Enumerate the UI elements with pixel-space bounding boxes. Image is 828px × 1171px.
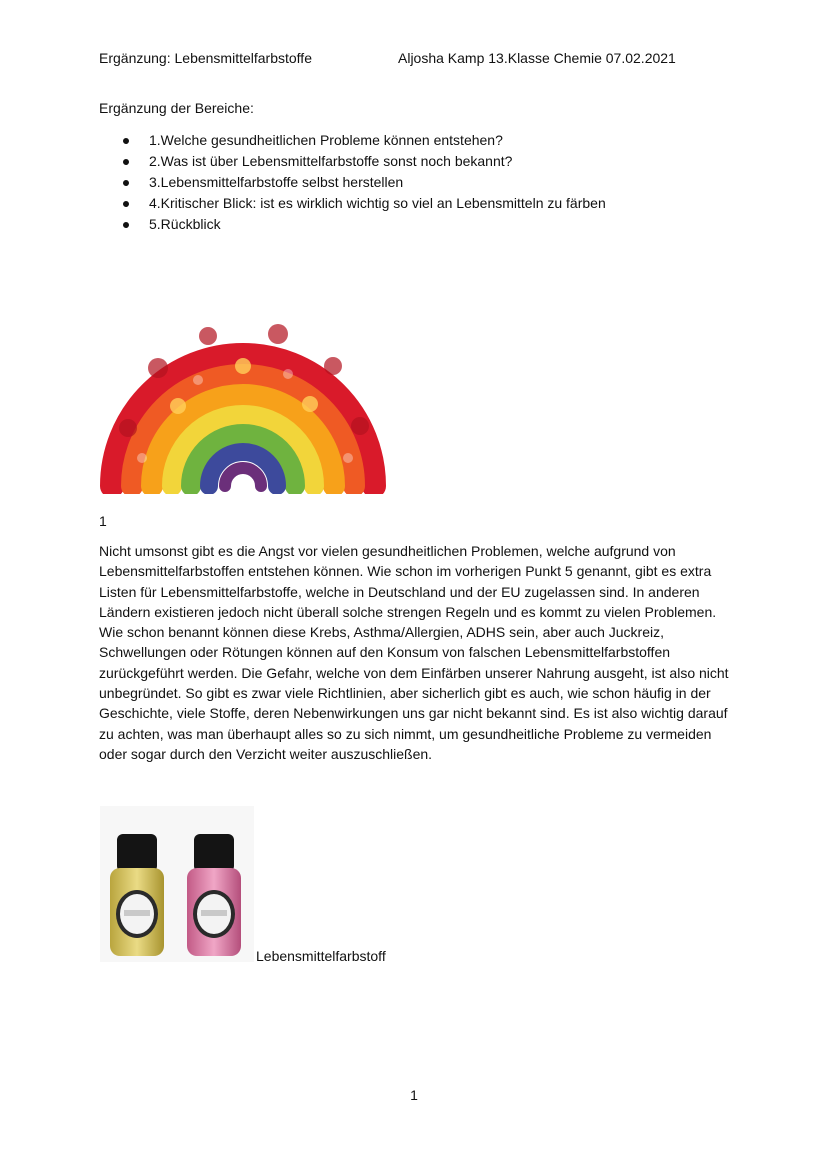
fruit-rainbow-image xyxy=(98,308,388,494)
list-item: 3.Lebensmittelfarbstoffe selbst herstellen xyxy=(99,172,606,193)
header-author-info: Aljosha Kamp 13.Klasse Chemie 07.02.2021 xyxy=(398,50,676,66)
bottles-caption: Lebensmittelfarbstoff xyxy=(256,948,386,964)
figure-footnote: 1 xyxy=(99,513,107,529)
intro-heading: Ergänzung der Bereiche: xyxy=(99,100,254,116)
list-item: 5.Rückblick xyxy=(99,214,606,235)
page-number: 1 xyxy=(410,1087,418,1103)
food-coloring-bottles-image xyxy=(100,806,254,962)
list-item: 1.Welche gesundheitlichen Probleme können entstehen? xyxy=(99,130,606,151)
topic-list xyxy=(99,130,606,235)
list-item: 2.Was ist über Lebensmittelfarbstoffe sonst noch bekannt? xyxy=(99,151,606,172)
header-title: Ergänzung: Lebensmittelfarbstoffe xyxy=(99,50,312,66)
body-paragraph: Nicht umsonst gibt es die Angst vor vielen gesundheitlichen Problemen, welche aufgrund von Lebensmittelfarbstoffen entstehen können. Wie schon im vorherigen Punkt 5 genannt, gibt es extra Listen für Lebensmittelfarbstoffe, welche in Deutschland und der EU zugelassen sind. In anderen Ländern existieren jedoch nicht überall solche strengen Regeln und es kommt zu vielen Problemen. Wie schon benannt können diese Krebs, Asthma/Allergien, ADHS sein, aber auch Juckreiz, Schwellungen oder Rötungen können auf den Konsum von falschen Lebensmittelfarbstoffen zurückgeführt werden. Die Gefahr, welche von dem Einfärben unserer Nahrung ausgeht, ist also nicht unbegründet. So gibt es zwar viele Richtlinien, aber sicherlich gibt es auch, wie schon häufig in der Geschichte, viele Stoffe, deren Nebenwirkungen uns gar nicht bekannt sind. Es ist also wichtig darauf zu achten, was man überhaupt alles so zu sich nimmt, um gesundheitliche Probleme zu vermeiden oder sogar durch den Verzicht weiter auszuschließen. xyxy=(99,543,729,762)
list-item: 4.Kritischer Blick: ist es wirklich wichtig so viel an Lebensmitteln zu färben xyxy=(99,193,606,214)
